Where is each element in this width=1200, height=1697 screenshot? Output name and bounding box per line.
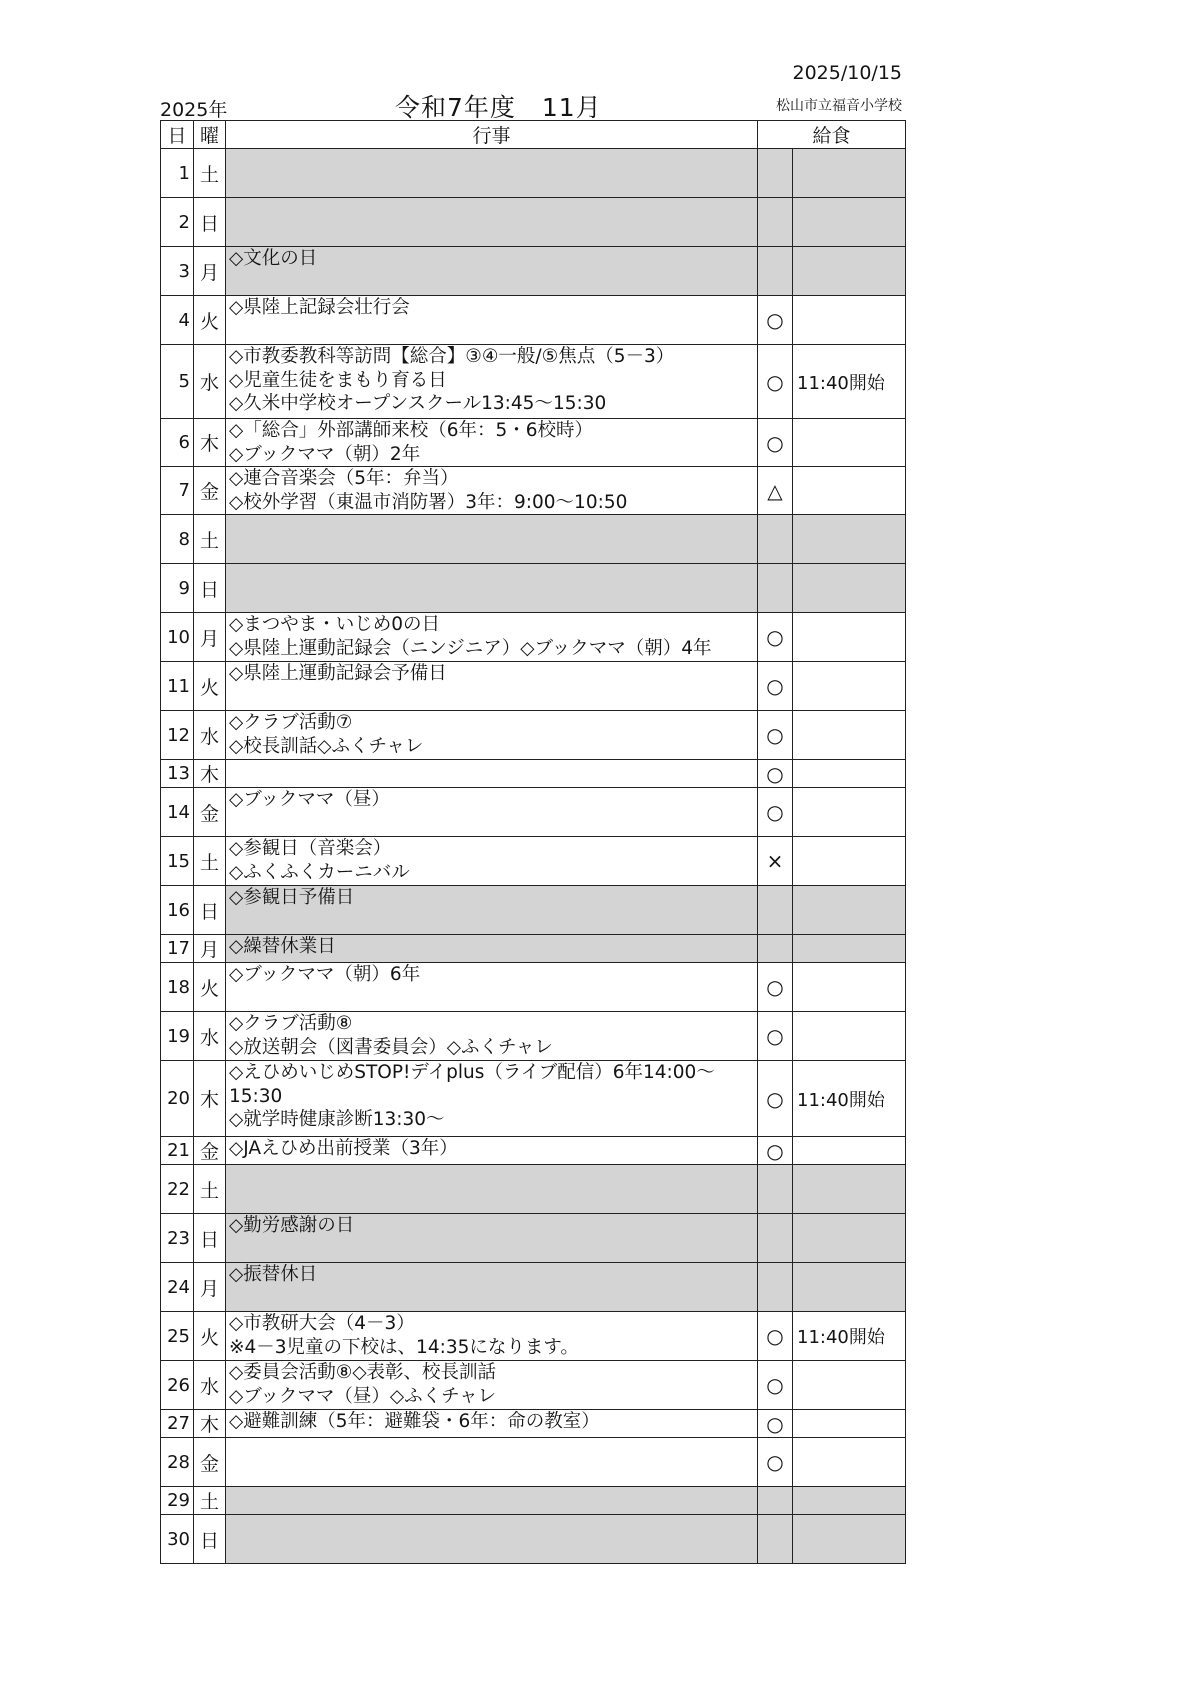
table-row [161, 1361, 906, 1410]
event-item: ◇就学時健康診断13:30～ [229, 1109, 445, 1130]
event-item: ◇児童生徒をまもり育る日 [229, 369, 447, 391]
day-number: 15 [161, 837, 194, 886]
table-row [161, 1515, 906, 1564]
lunch-note [793, 1165, 906, 1214]
day-number: 30 [161, 1515, 194, 1564]
event-item: ◇校外学習（東温市消防署）3年：9:00～10:50 [229, 491, 628, 513]
event-item: ◇振替休日 [229, 1264, 318, 1285]
table-row [161, 1137, 906, 1165]
lunch-mark: ○ [758, 419, 793, 467]
weekday: 金 [194, 1438, 226, 1487]
weekday: 月 [194, 613, 226, 662]
weekday: 火 [194, 296, 226, 345]
monthly-schedule-table [160, 120, 906, 1564]
column-header-lunch: 給食 [758, 121, 906, 149]
day-number: 11 [161, 662, 194, 711]
lunch-note [793, 788, 906, 837]
table-row [161, 419, 906, 467]
column-header-events: 行事 [226, 121, 758, 149]
lunch-note [793, 837, 906, 886]
event-item: ◇委員会活動⑧◇表彰、校長訓話 [229, 1362, 497, 1383]
event-cell [226, 760, 758, 788]
event-cell [226, 419, 758, 467]
lunch-mark [758, 1165, 793, 1214]
day-number: 24 [161, 1263, 194, 1312]
lunch-note [793, 1137, 906, 1165]
event-cell [226, 613, 758, 662]
event-cell [226, 886, 758, 935]
table-row [161, 1438, 906, 1487]
table-row [161, 564, 906, 613]
event-cell [226, 1312, 758, 1361]
table-row [161, 1410, 906, 1438]
lunch-note [793, 935, 906, 963]
lunch-note [793, 886, 906, 935]
day-number: 6 [161, 419, 194, 467]
event-cell [226, 247, 758, 296]
table-row [161, 1165, 906, 1214]
weekday: 木 [194, 760, 226, 788]
event-cell [226, 345, 758, 419]
event-cell [226, 564, 758, 613]
lunch-mark [758, 1263, 793, 1312]
day-number: 22 [161, 1165, 194, 1214]
lunch-note [793, 198, 906, 247]
event-item: ◇参観日予備日 [229, 887, 355, 908]
lunch-note [793, 1012, 906, 1061]
lunch-note: 11:40開始 [793, 345, 906, 419]
lunch-mark [758, 1515, 793, 1564]
day-number: 25 [161, 1312, 194, 1361]
lunch-note [793, 1487, 906, 1515]
event-item: 15:30 [229, 1085, 283, 1107]
lunch-mark [758, 515, 793, 564]
lunch-mark: ○ [758, 1012, 793, 1061]
day-number: 26 [161, 1361, 194, 1410]
event-cell [226, 1061, 758, 1137]
day-number: 4 [161, 296, 194, 345]
table-row [161, 760, 906, 788]
event-cell [226, 1361, 758, 1410]
lunch-mark: ○ [758, 963, 793, 1012]
lunch-mark: ○ [758, 1438, 793, 1487]
weekday: 水 [194, 711, 226, 760]
event-item: ◇「総合」外部講師来校（6年：5・6校時） [229, 420, 594, 441]
day-number: 16 [161, 886, 194, 935]
school-name: 松山市立福音小学校 [776, 98, 902, 114]
weekday: 月 [194, 935, 226, 963]
day-number: 5 [161, 345, 194, 419]
event-cell [226, 1515, 758, 1564]
weekday: 日 [194, 1214, 226, 1263]
day-number: 10 [161, 613, 194, 662]
weekday: 土 [194, 515, 226, 564]
weekday: 水 [194, 1012, 226, 1061]
lunch-note [793, 1263, 906, 1312]
lunch-mark [758, 886, 793, 935]
event-cell [226, 149, 758, 198]
event-item: ◇連合音楽会（5年：弁当） [229, 468, 459, 489]
weekday: 水 [194, 345, 226, 419]
event-item: ◇ふくふくカーニバル [229, 861, 410, 883]
table-header-row [161, 121, 906, 149]
lunch-note [793, 1361, 906, 1410]
weekday: 火 [194, 963, 226, 1012]
lunch-mark: ○ [758, 711, 793, 760]
event-item: ◇市教研大会（4－3） [229, 1313, 415, 1334]
lunch-mark: ○ [758, 1410, 793, 1438]
day-number: 12 [161, 711, 194, 760]
lunch-mark: △ [758, 467, 793, 515]
event-cell [226, 711, 758, 760]
lunch-mark: ○ [758, 1137, 793, 1165]
table-row [161, 296, 906, 345]
table-row [161, 1487, 906, 1515]
event-item: ◇ブックママ（昼）◇ふくチャレ [229, 1385, 497, 1407]
lunch-mark: ○ [758, 662, 793, 711]
table-row [161, 1214, 906, 1263]
event-cell [226, 1487, 758, 1515]
table-row [161, 1312, 906, 1361]
lunch-note [793, 711, 906, 760]
lunch-mark [758, 198, 793, 247]
event-cell [226, 935, 758, 963]
lunch-note [793, 247, 906, 296]
table-row [161, 711, 906, 760]
weekday: 月 [194, 247, 226, 296]
event-item: ◇JAえひめ出前授業（3年） [229, 1138, 458, 1159]
event-item: ◇ブックママ（朝）2年 [229, 443, 421, 465]
year-label: 2025年 [160, 99, 228, 121]
lunch-note [793, 963, 906, 1012]
event-cell [226, 788, 758, 837]
day-number: 8 [161, 515, 194, 564]
document-date: 2025/10/15 [792, 62, 902, 84]
lunch-mark: ○ [758, 1061, 793, 1137]
lunch-note [793, 613, 906, 662]
event-item: ◇繰替休業日 [229, 936, 336, 957]
table-row [161, 198, 906, 247]
weekday: 金 [194, 467, 226, 515]
event-cell [226, 1165, 758, 1214]
lunch-mark [758, 935, 793, 963]
event-cell [226, 1263, 758, 1312]
event-item: ◇クラブ活動⑦ [229, 712, 353, 733]
weekday: 土 [194, 837, 226, 886]
table-row [161, 247, 906, 296]
event-item: ◇勤労感謝の日 [229, 1215, 355, 1236]
day-number: 18 [161, 963, 194, 1012]
table-row [161, 788, 906, 837]
lunch-mark [758, 1487, 793, 1515]
lunch-note [793, 296, 906, 345]
lunch-note [793, 149, 906, 198]
event-cell [226, 963, 758, 1012]
event-item: ◇避難訓練（5年：避難袋・6年：命の教室） [229, 1411, 600, 1432]
event-cell [226, 296, 758, 345]
table-row [161, 662, 906, 711]
day-number: 21 [161, 1137, 194, 1165]
table-row [161, 1061, 906, 1137]
table-row [161, 963, 906, 1012]
day-number: 20 [161, 1061, 194, 1137]
table-row [161, 935, 906, 963]
day-number: 9 [161, 564, 194, 613]
lunch-mark: ○ [758, 1361, 793, 1410]
event-item: ◇県陸上運動記録会予備日 [229, 663, 447, 684]
page-title: 令和7年度 11月 [395, 93, 602, 122]
table-row [161, 613, 906, 662]
day-number: 27 [161, 1410, 194, 1438]
event-item: ◇校長訓話◇ふくチャレ [229, 735, 424, 757]
event-cell [226, 1012, 758, 1061]
day-number: 19 [161, 1012, 194, 1061]
weekday: 日 [194, 1515, 226, 1564]
day-number: 29 [161, 1487, 194, 1515]
event-item: ◇ブックママ（朝）6年 [229, 964, 421, 985]
weekday: 金 [194, 1137, 226, 1165]
event-cell [226, 1410, 758, 1438]
table-row [161, 345, 906, 419]
weekday: 土 [194, 1487, 226, 1515]
event-cell [226, 515, 758, 564]
event-item: ※4－3児童の下校は、14:35になります。 [229, 1336, 579, 1358]
table-row [161, 515, 906, 564]
event-cell [226, 1438, 758, 1487]
lunch-mark [758, 1214, 793, 1263]
lunch-note [793, 467, 906, 515]
event-item: ◇市教委教科等訪問【総合】③④一般/⑤焦点（5－3） [229, 346, 675, 367]
weekday: 火 [194, 662, 226, 711]
lunch-mark [758, 247, 793, 296]
weekday: 木 [194, 419, 226, 467]
event-cell [226, 1137, 758, 1165]
weekday: 日 [194, 886, 226, 935]
weekday: 月 [194, 1263, 226, 1312]
day-number: 14 [161, 788, 194, 837]
event-item: ◇久米中学校オープンスクール13:45～15:30 [229, 393, 607, 414]
lunch-mark: ○ [758, 788, 793, 837]
lunch-note [793, 662, 906, 711]
lunch-note [793, 1410, 906, 1438]
table-row [161, 837, 906, 886]
lunch-note [793, 760, 906, 788]
event-item: ◇県陸上運動記録会（ニンジニア）◇ブックママ（朝）4年 [229, 637, 712, 659]
day-number: 3 [161, 247, 194, 296]
event-cell [226, 837, 758, 886]
lunch-mark: ○ [758, 296, 793, 345]
event-cell [226, 467, 758, 515]
day-number: 13 [161, 760, 194, 788]
column-header-weekday: 曜 [194, 121, 226, 149]
event-cell [226, 198, 758, 247]
event-item: ◇県陸上記録会壮行会 [229, 297, 410, 318]
lunch-note [793, 419, 906, 467]
event-item: ◇まつやま・いじめ0の日 [229, 614, 440, 635]
column-header-day: 日 [161, 121, 194, 149]
day-number: 28 [161, 1438, 194, 1487]
event-item: ◇文化の日 [229, 248, 318, 269]
lunch-note [793, 564, 906, 613]
table-row [161, 1263, 906, 1312]
lunch-mark: ○ [758, 1312, 793, 1361]
day-number: 1 [161, 149, 194, 198]
day-number: 2 [161, 198, 194, 247]
table-row [161, 1012, 906, 1061]
lunch-note: 11:40開始 [793, 1061, 906, 1137]
lunch-mark [758, 564, 793, 613]
lunch-mark: ○ [758, 345, 793, 419]
weekday: 木 [194, 1410, 226, 1438]
table-row [161, 149, 906, 198]
day-number: 23 [161, 1214, 194, 1263]
lunch-note [793, 515, 906, 564]
event-cell [226, 1214, 758, 1263]
lunch-note [793, 1214, 906, 1263]
event-item: ◇参観日（音楽会） [229, 838, 392, 859]
weekday: 日 [194, 564, 226, 613]
table-row [161, 886, 906, 935]
lunch-mark: ○ [758, 613, 793, 662]
table-row [161, 467, 906, 515]
weekday: 土 [194, 149, 226, 198]
lunch-note [793, 1438, 906, 1487]
lunch-mark: ○ [758, 760, 793, 788]
weekday: 水 [194, 1361, 226, 1410]
weekday: 木 [194, 1061, 226, 1137]
lunch-note [793, 1515, 906, 1564]
lunch-mark [758, 149, 793, 198]
event-item: ◇えひめいじめSTOP!デイplus（ライブ配信）6年14:00～ [229, 1062, 715, 1083]
weekday: 金 [194, 788, 226, 837]
event-item: ◇放送朝会（図書委員会）◇ふくチャレ [229, 1036, 553, 1058]
lunch-mark: × [758, 837, 793, 886]
weekday: 火 [194, 1312, 226, 1361]
lunch-note: 11:40開始 [793, 1312, 906, 1361]
event-item: ◇クラブ活動⑧ [229, 1013, 353, 1034]
day-number: 17 [161, 935, 194, 963]
day-number: 7 [161, 467, 194, 515]
weekday: 土 [194, 1165, 226, 1214]
weekday: 日 [194, 198, 226, 247]
schedule-body [161, 149, 906, 1564]
event-item: ◇ブックママ（昼） [229, 789, 390, 810]
event-cell [226, 662, 758, 711]
